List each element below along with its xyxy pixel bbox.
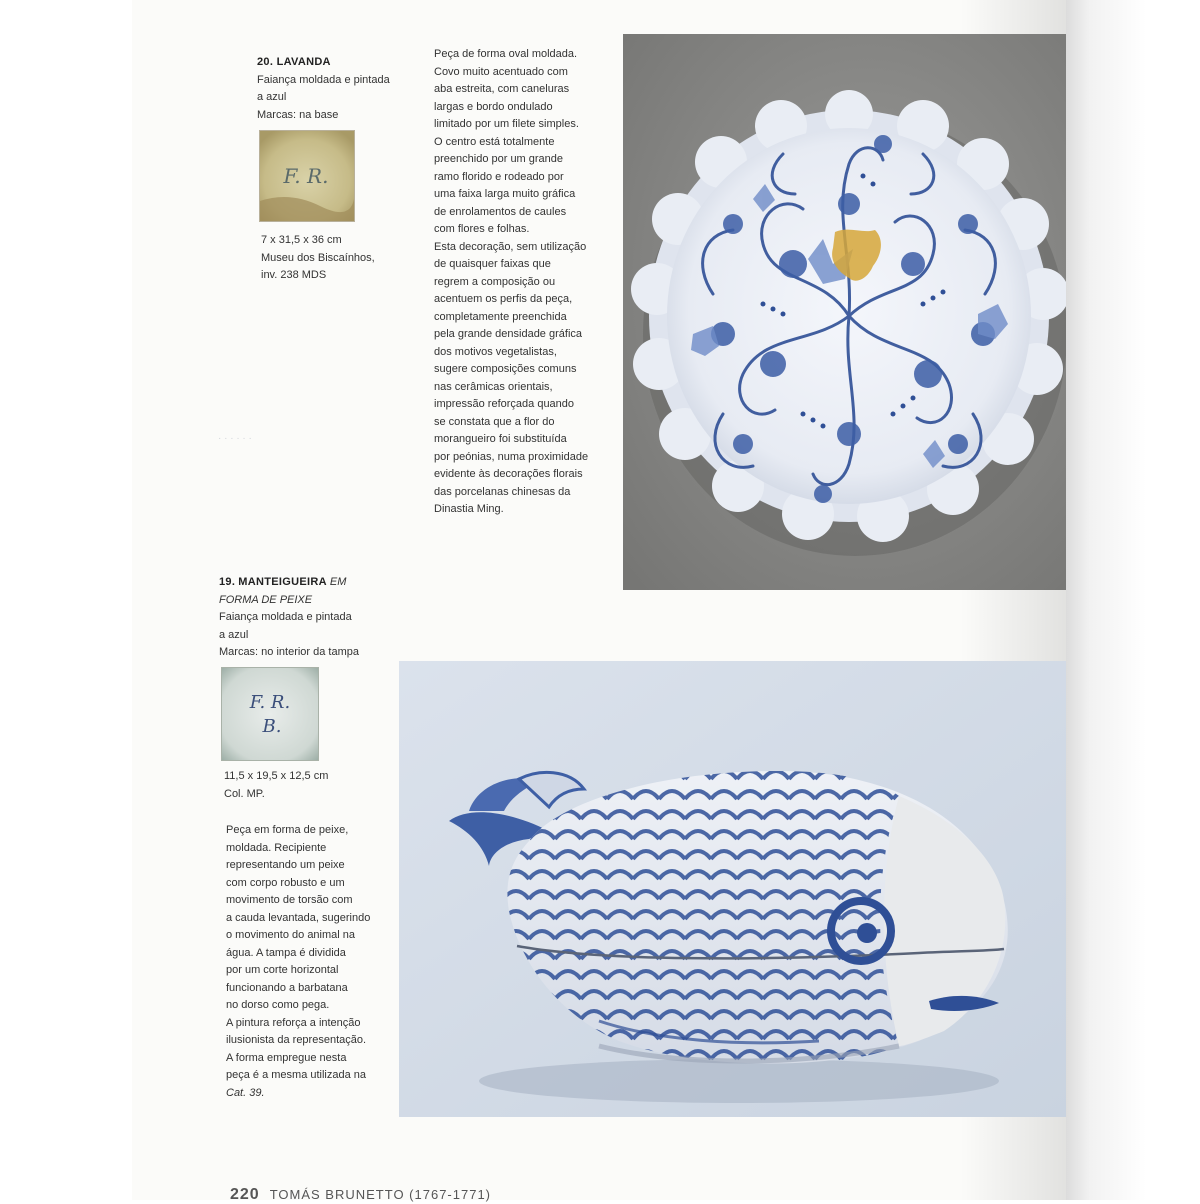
description-line: A forma empregue nesta (226, 1051, 347, 1064)
description-line: se constata que a flor do (434, 415, 555, 428)
description-line: funcionando a barbatana (226, 981, 348, 994)
description-line: por peónias, numa proximidade (434, 450, 589, 463)
item-20-details (261, 232, 375, 285)
description-line: impressão reforçada quando (434, 398, 575, 410)
description-line: preenchido por um grande (434, 153, 564, 165)
item-19-title-italic: FORMA DE PEIXE (219, 593, 313, 606)
item-20-title: LAVANDA (276, 56, 331, 68)
description-line: com corpo robusto e um (226, 876, 345, 889)
description-line: de quaisquer faixas que (434, 258, 551, 270)
description-line: a cauda levantada, sugerindo (226, 911, 371, 924)
item-19-number: 19. (219, 576, 236, 588)
plate-photo (623, 34, 1066, 590)
running-title: TOMÁS BRUNETTO (1767-1771) (269, 1187, 492, 1202)
item-19-mark-glyph-1: F. R. (249, 692, 291, 713)
item-20-heading (257, 54, 390, 72)
item-19-mark-glyph-2: B. (262, 716, 282, 737)
faint-bleed-through (218, 430, 252, 447)
description-line: das porcelanas chinesas da (434, 485, 571, 498)
item-19-dimensions: 11,5 x 19,5 x 12,5 cm (224, 770, 329, 782)
description-line: ilusionista da representação. (226, 1034, 367, 1046)
item-20-collection-line: inv. 238 MDS (261, 269, 327, 281)
description-line: moldada. Recipiente (226, 841, 327, 854)
description-line: no dorso como pega. (226, 999, 330, 1011)
item-19-title: MANTEIGUEIRA (238, 576, 327, 588)
description-line: regrem a composição ou (434, 275, 556, 288)
page-number: 220 (230, 1186, 260, 1203)
item-20-caption (257, 54, 390, 124)
description-line: Esta decoração, sem utilização (434, 240, 587, 253)
description-line: dos motivos vegetalistas, (434, 345, 557, 358)
item-20-number: 20. (257, 56, 274, 68)
description-line: peça é a mesma utilizada na (226, 1069, 367, 1081)
item-19-description (226, 822, 370, 1102)
description-line: nas cerâmicas orientais, (434, 380, 553, 393)
item-20-collection-line: Museu dos Biscaínhos, (261, 251, 375, 264)
item-20-material-line: Faiança moldada e pintada (257, 73, 390, 86)
description-line: Dinastia Ming. (434, 503, 504, 515)
description-line: A pintura reforça a intenção (226, 1016, 361, 1029)
item-20-description (434, 46, 588, 519)
item-19-heading (219, 574, 359, 592)
item-19-material-line: a azul (219, 628, 249, 641)
description-line: largas e bordo ondulado (434, 100, 553, 113)
description-line: limitado por um filete simples. (434, 118, 579, 130)
item-19-details (224, 768, 328, 803)
description-line: sugere composições comuns (434, 363, 577, 375)
description-line: pela grande densidade gráfica (434, 328, 583, 340)
description-line: completamente preenchida (434, 310, 567, 323)
description-line: Covo muito acentuado com (434, 65, 568, 78)
description-line: movimento de torsão com (226, 894, 353, 906)
description-line: O centro está totalmente (434, 135, 555, 148)
description-line: o movimento do animal na (226, 929, 356, 941)
page-edge (1066, 0, 1200, 1200)
item-20-material-line: a azul (257, 91, 287, 103)
fish-dish-photo (399, 661, 1066, 1117)
item-19-title-italic: EM (329, 576, 347, 588)
item-20-dimensions: 7 x 31,5 x 36 cm (261, 234, 342, 246)
description-line: ramo florido e rodeado por (434, 170, 564, 183)
item-20-mark-photo (259, 130, 355, 222)
description-line: de enrolamentos de caules (434, 205, 567, 218)
description-line: por um corte horizontal (226, 964, 339, 976)
item-19-mark-photo (221, 667, 319, 761)
description-line: água. A tampa é dividida (226, 946, 346, 959)
item-19-caption (219, 574, 359, 662)
item-20-mark-glyph: F. R. (283, 164, 329, 188)
description-line: com flores e folhas. (434, 223, 530, 235)
item-19-material-line: Faiança moldada e pintada (219, 611, 352, 623)
description-cross-reference: Cat. 39. (226, 1086, 265, 1099)
description-line: Peça de forma oval moldada. (434, 48, 578, 60)
description-line: evidente às decorações florais (434, 468, 583, 480)
description-line: representando um peixe (226, 859, 345, 871)
page-footer (230, 1186, 491, 1204)
description-line: acentuem os perfis da peça, (434, 293, 573, 305)
description-line: uma faixa larga muito gráfica (434, 188, 576, 200)
faint-line: · · · · · · (218, 433, 252, 444)
description-line: morangueiro foi substituída (434, 433, 567, 445)
item-19-collection: Col. MP. (224, 787, 265, 800)
item-20-marks: Marcas: na base (257, 108, 339, 121)
description-line: aba estreita, com caneluras (434, 83, 570, 95)
description-line: Peça em forma de peixe, (226, 824, 349, 836)
item-19-marks: Marcas: no interior da tampa (219, 646, 360, 658)
